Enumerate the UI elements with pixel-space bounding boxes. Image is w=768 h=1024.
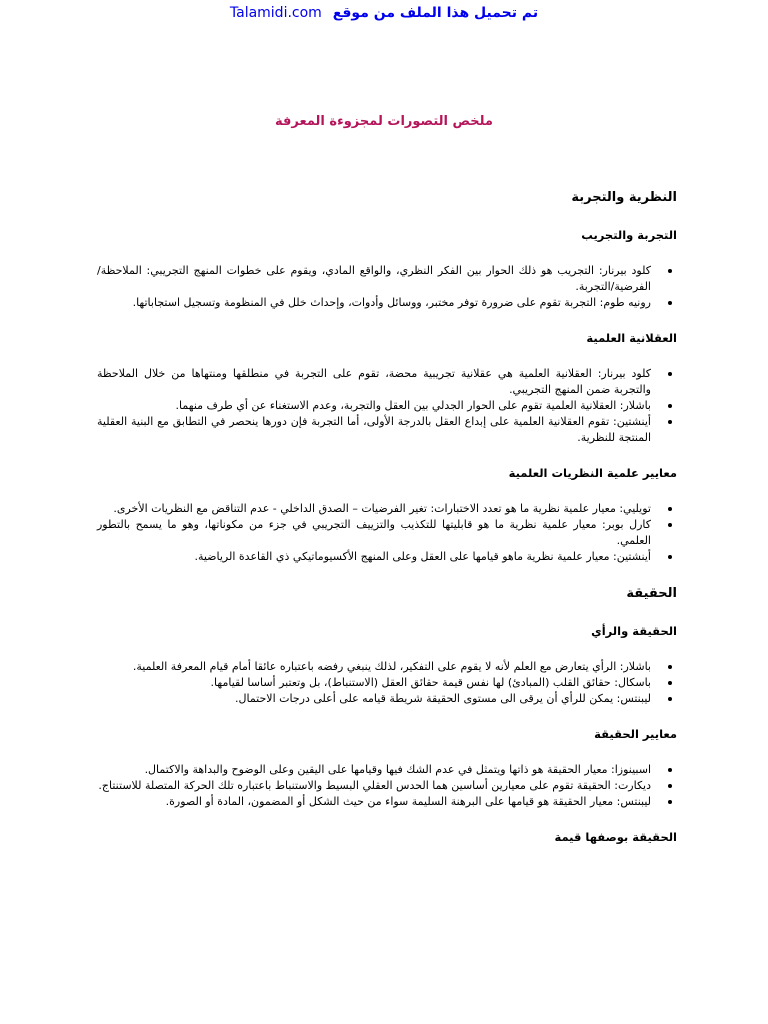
list-item: كلود بيرنار: التجريب هو ذلك الحوار بين الفكر النظري، والواقع المادي، ويقوم على خطوات المنهج التجريبي: الملاحظة/الفرضية/التجربة. — [97, 264, 651, 293]
list-item: تويليي: معيار علمية نظرية ما هو تعدد الاختبارات: تغير الفرضيات – الصدق الداخلي - عدم التناقض مع النظريات الأخرى. — [97, 501, 651, 517]
subsection-title: معايير الحقيقة — [594, 727, 677, 741]
bullet-list — [97, 501, 677, 565]
list-item: أينشتين: معيار علمية نظرية ماهو قيامها على العقل وعلى المنهج الأكسيوماتيكي ذي القاعدة الرياضية. — [97, 549, 651, 565]
document-body — [97, 188, 677, 865]
list-item: كارل بوبر: معيار علمية نظرية ما هو قابليتها للتكذيب والتزييف التجريبي في جزء من مكوناتها، وهو ما يسمح بالتطور العلمي. — [97, 518, 651, 547]
download-banner[interactable] — [0, 5, 768, 21]
list-item: رونيه طوم: التجربة تقوم على ضرورة توفر مختبر، ووسائل وأدوات، وإحداث خلل في المنظومة وتسجيل استجاباتها. — [97, 295, 651, 311]
bullet-list — [97, 366, 677, 446]
subsection-title: معايير علمية النظريات العلمية — [508, 466, 677, 480]
section-title: النظرية والتجربة — [571, 190, 677, 205]
section-title: الحقيقة — [626, 586, 677, 601]
document-title: ملخص التصورات لمجزوءة المعرفة — [275, 114, 493, 129]
bullet-list — [97, 659, 677, 707]
banner-site-link[interactable]: Talamidi.com — [229, 5, 322, 21]
bullet-list — [97, 263, 677, 311]
bullet-list — [97, 762, 677, 810]
list-item: باشلار: الرأي يتعارض مع العلم لأنه لا يقوم على التفكير، لذلك ينبغي رفضه باعتباره عائقا أمام قيام المعرفة العلمية. — [97, 659, 651, 675]
list-item: ليبنتس: يمكن للرأي أن يرقى الى مستوى الحقيقة شريطة قيامه على أعلى درجات الاحتمال. — [97, 691, 651, 707]
list-item: اسبينوزا: معيار الحقيقة هو ذاتها ويتمثل في عدم الشك فيها وقيامها على اليقين وعلى الوضوح والبداهة والاكتمال. — [97, 762, 651, 778]
list-item: باشلار: العقلانية العلمية تقوم على الحوار الجدلي بين العقل والتجربة، وعدم الاستغناء عن أي طرف منهما. — [97, 398, 651, 414]
list-item: ديكارت: الحقيقة تقوم على معيارين أساسين هما الحدس العقلي البسيط والاستنباط باعتباره تلك الحركة المتصلة للاستنتاج. — [98, 779, 651, 792]
list-item: أينشتين: تقوم العقلانية العلمية على إبداع العقل بالدرجة الأولى، أما التجربة فإن دورها ينحصر في التطابق مع البنية العقلية المنتجة للنظرية. — [97, 415, 651, 444]
list-item: ليبنتس: معيار الحقيقة هو قيامها على البرهنة السليمة سواء من حيث الشكل أو المضمون، المادة أو الصورة. — [97, 794, 651, 810]
banner-text: تم تحميل هذا الملف من موقع — [332, 5, 539, 21]
subsection-title: الحقيقة والرأي — [591, 624, 677, 638]
subsection-title: الحقيقة بوصفها قيمة — [554, 830, 677, 844]
list-item: باسكال: حقائق القلب (المبادئ) لها نفس قيمة حقائق العقل (الاستنباط)، بل وتعتبر أساسا لقيامها. — [97, 675, 651, 691]
subsection-title: العقلانية العلمية — [586, 331, 677, 345]
list-item: كلود بيرنار: العقلانية العلمية هي عقلانية تجريبية محضة، تقوم على التجربة في منطلقها ومنتهاها من خلال الملاحظة والتجربة ضمن المنهج التجريبي. — [97, 367, 651, 396]
subsection-title: التجربة والتجريب — [581, 228, 677, 242]
